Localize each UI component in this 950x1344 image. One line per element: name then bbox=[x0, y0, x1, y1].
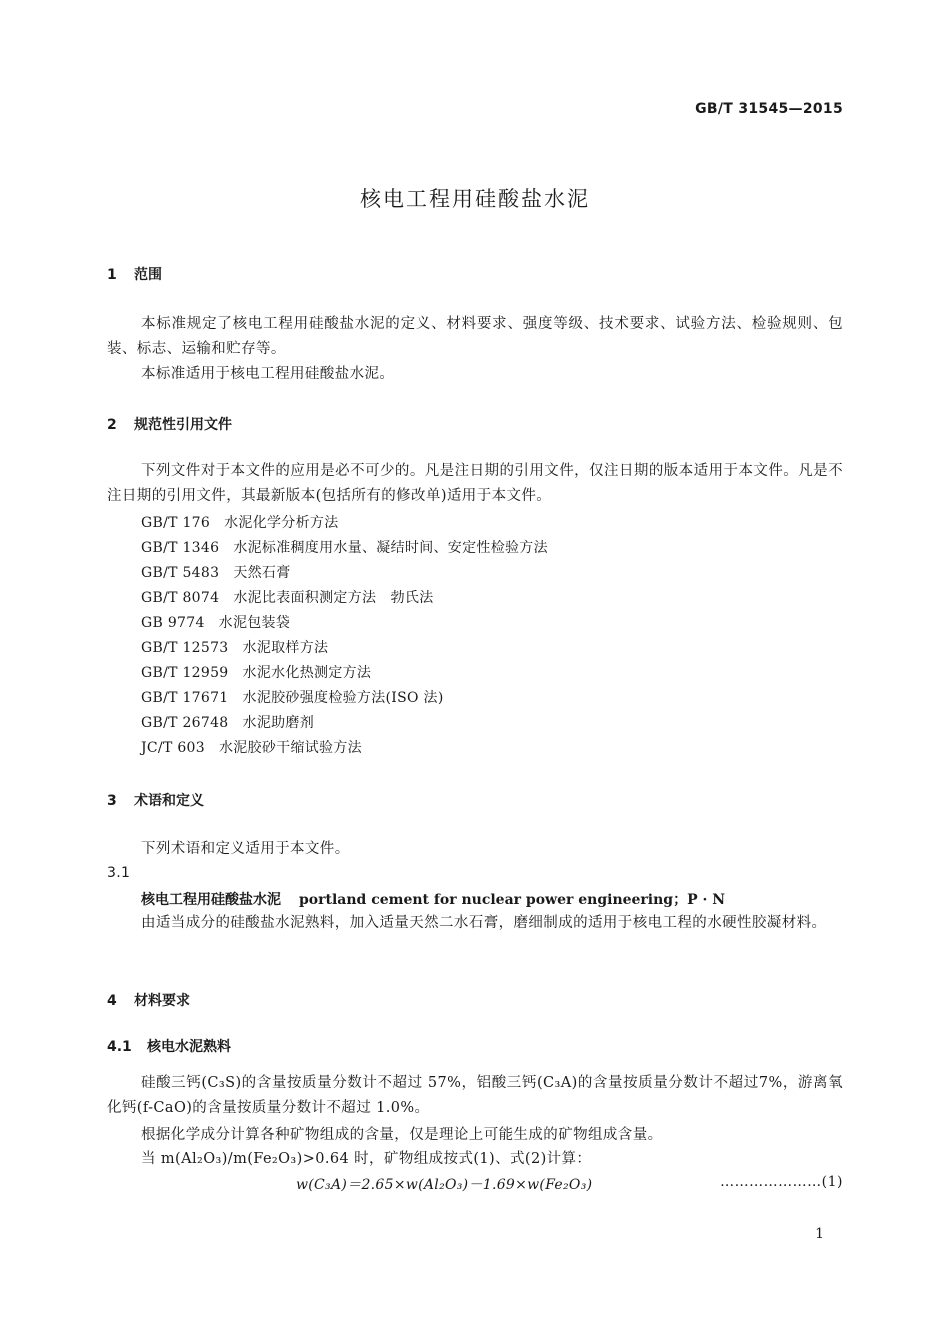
reference-name: 水泥水化热测定方法 bbox=[242, 665, 372, 681]
section-2-heading bbox=[107, 414, 232, 434]
reference-item bbox=[141, 637, 328, 657]
reference-name: 水泥包装袋 bbox=[218, 615, 291, 631]
reference-name: 天然石膏 bbox=[233, 565, 291, 581]
formula-1: w(C₃A)＝2.65×w(Al₂O₃)－1.69×w(Fe₂O₃) bbox=[296, 1177, 593, 1193]
term-number: 3.1 bbox=[107, 865, 131, 881]
formula-1-number: …………………(1) bbox=[720, 1174, 843, 1190]
reference-item bbox=[141, 537, 548, 557]
term-definition: 由适当成分的硅酸盐水泥熟料，加入适量天然二水石膏，磨细制成的适用于核电工程的水硬性胶凝材料。 bbox=[141, 915, 827, 931]
reference-code: GB/T 176 bbox=[141, 515, 211, 531]
section-title: 材料要求 bbox=[134, 993, 190, 1009]
section-number: 1 bbox=[107, 267, 117, 283]
section-4-paragraph-2: 根据化学成分计算各种矿物组成的含量，仅是理论上可能生成的矿物组成含量。 bbox=[141, 1127, 663, 1143]
reference-code: GB/T 12959 bbox=[141, 665, 229, 681]
reference-code: GB/T 12573 bbox=[141, 640, 229, 656]
reference-code: GB/T 17671 bbox=[141, 690, 229, 706]
subsection-title: 核电水泥熟料 bbox=[147, 1039, 231, 1055]
subsection-4-1-heading bbox=[107, 1036, 231, 1056]
reference-item bbox=[141, 562, 291, 582]
reference-name: 水泥化学分析方法 bbox=[224, 515, 339, 531]
section-1-paragraph-1: 本标准规定了核电工程用硅酸盐水泥的定义、材料要求、强度等级、技术要求、试验方法、检验规则、包装、标志、运输和贮存等。 bbox=[107, 316, 843, 357]
section-title: 规范性引用文件 bbox=[134, 417, 232, 433]
section-1-paragraph-2: 本标准适用于核电工程用硅酸盐水泥。 bbox=[141, 366, 395, 382]
reference-item bbox=[141, 612, 290, 632]
term-chinese: 核电工程用硅酸盐水泥 bbox=[141, 892, 281, 908]
reference-name: 水泥标准稠度用水量、凝结时间、安定性检验方法 bbox=[233, 540, 548, 556]
reference-name: 水泥取样方法 bbox=[242, 640, 329, 656]
reference-code: GB/T 26748 bbox=[141, 715, 229, 731]
standard-code: GB/T 31545—2015 bbox=[695, 101, 843, 117]
reference-code: GB/T 8074 bbox=[141, 590, 220, 606]
section-1-heading bbox=[107, 264, 162, 284]
reference-name: 水泥胶砂干缩试验方法 bbox=[218, 740, 362, 756]
reference-item bbox=[141, 587, 434, 607]
reference-item bbox=[141, 737, 362, 757]
reference-name: 水泥助磨剂 bbox=[242, 715, 315, 731]
section-number: 4 bbox=[107, 993, 117, 1009]
section-4-paragraph-3: 当 m(Al₂O₃)/m(Fe₂O₃)>0.64 时，矿物组成按式(1)、式(2)计算： bbox=[141, 1151, 592, 1167]
section-2-paragraph-1: 下列文件对于本文件的应用是必不可少的。凡是注日期的引用文件，仅注日期的版本适用于本文件。凡是不注日期的引用文件，其最新版本(包括所有的修改单)适用于本文件。 bbox=[107, 463, 843, 504]
section-3-paragraph-1: 下列术语和定义适用于本文件。 bbox=[141, 841, 350, 857]
reference-name: 水泥胶砂强度检验方法(ISO 法) bbox=[242, 690, 444, 706]
section-4-paragraph-1: 硅酸三钙(C₃S)的含量按质量分数计不超过 57%，铝酸三钙(C₃A)的含量按质量分数计不超过7%，游离氧化钙(f-CaO)的含量按质量分数计不超过 1.0%。 bbox=[107, 1075, 843, 1116]
section-3-heading bbox=[107, 790, 204, 810]
reference-code: GB 9774 bbox=[141, 615, 205, 631]
section-title: 术语和定义 bbox=[134, 793, 204, 809]
term-title bbox=[141, 889, 725, 909]
term-english: portland cement for nuclear power engineering；P · N bbox=[299, 892, 726, 908]
reference-item bbox=[141, 712, 314, 732]
subsection-number: 4.1 bbox=[107, 1039, 132, 1055]
reference-item bbox=[141, 512, 339, 532]
section-title: 范围 bbox=[134, 267, 162, 283]
reference-code: GB/T 1346 bbox=[141, 540, 220, 556]
reference-name: 水泥比表面积测定方法 勃氏法 bbox=[233, 590, 434, 606]
reference-item bbox=[141, 662, 371, 682]
reference-code: GB/T 5483 bbox=[141, 565, 220, 581]
page-number: 1 bbox=[815, 1226, 824, 1242]
reference-code: JC/T 603 bbox=[141, 740, 205, 756]
reference-item bbox=[141, 687, 444, 707]
document-title: 核电工程用硅酸盐水泥 bbox=[360, 187, 590, 211]
section-number: 2 bbox=[107, 417, 117, 433]
section-4-heading bbox=[107, 990, 190, 1010]
section-number: 3 bbox=[107, 793, 117, 809]
